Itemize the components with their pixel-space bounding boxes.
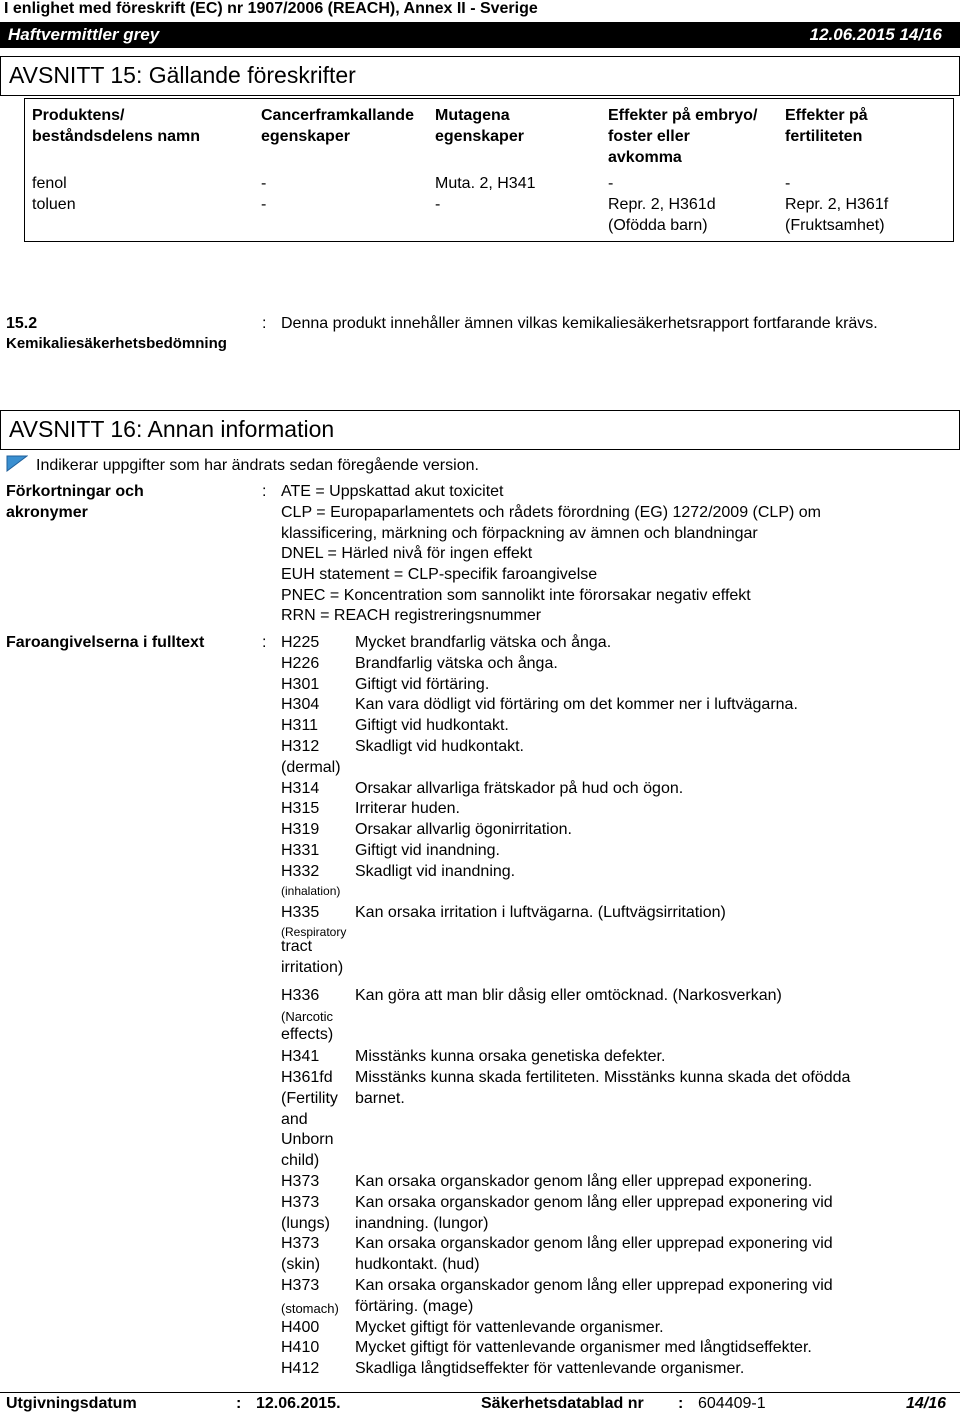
- hazard-code: H410: [281, 1339, 320, 1356]
- footer-divider: [0, 1392, 960, 1393]
- table-cell: Muta. 2, H341: [435, 175, 536, 192]
- hazard-text: Kan orsaka organskador genom lång eller upprepad exponering.: [355, 1173, 813, 1190]
- table-header-mutagenic: Mutagena egenskaper: [435, 107, 524, 145]
- colon: :: [678, 1395, 684, 1412]
- table-cell: -: [261, 175, 267, 192]
- footer-sds-number: 604409-1: [698, 1395, 766, 1412]
- regulation-table: [24, 98, 954, 242]
- hazard-text: Giftigt vid hudkontakt.: [355, 717, 509, 734]
- hazard-text: Skadligt vid inandning.: [355, 863, 516, 880]
- hazard-code: H304: [281, 696, 320, 713]
- hazard-text: Irriterar huden.: [355, 800, 460, 817]
- abbrev-line: EUH statement = CLP-specifik faroangivelse: [281, 566, 598, 583]
- abbrev-line: DNEL = Härled nivå för ingen effekt: [281, 545, 533, 562]
- table-cell: toluen: [32, 196, 76, 213]
- abbrev-line: RRN = REACH registreringsnummer: [281, 607, 542, 624]
- hazard-code: H315: [281, 800, 320, 817]
- table-cell: Repr. 2, H361d (Ofödda barn): [608, 196, 716, 234]
- hazard-text: Skadliga långtidseffekter för vattenlevande organismer.: [355, 1360, 745, 1377]
- hazard-text: Mycket brandfarlig vätska och ånga.: [355, 634, 612, 651]
- table-cell: -: [435, 196, 441, 213]
- hazard-code: H314: [281, 780, 320, 797]
- regulation-title: I enlighet med föreskrift (EC) nr 1907/2006 (REACH), Annex II - Sverige: [4, 0, 538, 17]
- colon: :: [262, 483, 267, 500]
- abbrev-line: PNEC = Koncentration som sannolikt inte förorsakar negativ effekt: [281, 587, 751, 604]
- hazard-code: H373: [281, 1173, 320, 1190]
- hazard-qualifier: (Respiratory: [281, 925, 347, 939]
- hazard-qualifier: (lungs): [281, 1215, 330, 1232]
- hazard-code: H311: [281, 717, 319, 734]
- colon: :: [262, 315, 267, 332]
- hazard-code: H341: [281, 1048, 320, 1065]
- hazard-qualifier: (Fertility: [281, 1090, 338, 1107]
- hazard-qualifier: tract: [281, 938, 313, 955]
- hazard-text: Orsakar allvarlig ögonirritation.: [355, 821, 572, 838]
- chemical-safety-text: Denna produkt innehåller ämnen vilkas kemikaliesäkerhetsrapport fortfarande krävs.: [281, 315, 878, 332]
- hazard-text: Misstänks kunna skada fertiliteten. Misstänks kunna skada det ofödda: [355, 1069, 851, 1086]
- abbrev-line: ATE = Uppskattad akut toxicitet: [281, 483, 504, 500]
- hazard-text: Orsakar allvarliga frätskador på hud och ögon.: [355, 780, 684, 797]
- table-cell: -: [785, 175, 791, 192]
- table-cell: Repr. 2, H361f (Fruktsamhet): [785, 196, 889, 234]
- hazard-text: Kan orsaka organskador genom lång eller upprepad exponering vid: [355, 1235, 833, 1252]
- hazard-text: Giftigt vid förtäring.: [355, 676, 490, 693]
- date-page: 12.06.2015 14/16: [809, 25, 942, 44]
- hazard-qualifier: (inhalation): [281, 884, 341, 898]
- abbrev-label-line2: akronymer: [6, 504, 88, 521]
- hazard-code: H336: [281, 987, 320, 1004]
- hazard-text: hudkontakt. (hud): [355, 1256, 480, 1273]
- hazard-qualifier: (stomach): [281, 1301, 339, 1316]
- table-cell: -: [261, 196, 267, 213]
- hazard-qualifier: (Narcotic: [281, 1009, 334, 1024]
- table-cell: fenol: [32, 175, 67, 192]
- hazard-text: Mycket giftigt för vattenlevande organismer med långtidseffekter.: [355, 1339, 812, 1356]
- hazard-code: H412: [281, 1360, 320, 1377]
- hazard-code: H301: [281, 676, 320, 693]
- hazard-code: H226: [281, 655, 320, 672]
- hazard-qualifier: irritation): [281, 959, 344, 976]
- table-header-carcinogenic: Cancerframkallande egenskaper: [261, 107, 414, 145]
- hazard-code: H319: [281, 821, 320, 838]
- hazard-code: H373: [281, 1277, 320, 1294]
- hazard-text: förtäring. (mage): [355, 1298, 474, 1315]
- hazard-label: Faroangivelserna i fulltext: [6, 634, 205, 651]
- section-15-2-label: Kemikaliesäkerhetsbedömning: [6, 335, 227, 352]
- hazard-code: H332: [281, 863, 320, 880]
- hazard-text: Kan göra att man blir dåsig eller omtöcknad. (Narkosverkan): [355, 987, 782, 1004]
- hazard-code: H225: [281, 634, 320, 651]
- table-cell: -: [608, 175, 614, 192]
- hazard-code: H400: [281, 1319, 320, 1336]
- product-name: Haftvermittler grey: [8, 25, 160, 44]
- hazard-code: H335: [281, 904, 320, 921]
- hazard-qualifier: child): [281, 1152, 320, 1169]
- hazard-text: inandning. (lungor): [355, 1215, 489, 1232]
- footer-issue-label: Utgivningsdatum: [6, 1395, 137, 1412]
- footer-issue-date: 12.06.2015.: [256, 1395, 341, 1412]
- change-indicator-icon: [6, 455, 28, 472]
- hazard-code: H361fd: [281, 1069, 333, 1086]
- hazard-text: Kan orsaka irritation i luftvägarna. (Luftvägsirritation): [355, 904, 726, 921]
- table-header-name: Produktens/ beståndsdelens namn: [32, 107, 201, 145]
- product-header-bar: [0, 22, 960, 48]
- section-16-title: AVSNITT 16: Annan information: [9, 416, 335, 442]
- hazard-text: Brandfarlig vätska och ånga.: [355, 655, 558, 672]
- hazard-text: Misstänks kunna orsaka genetiska defekter.: [355, 1048, 666, 1065]
- hazard-qualifier: Unborn: [281, 1131, 334, 1148]
- section-15-2-number: 15.2: [6, 315, 38, 332]
- hazard-qualifier: effects): [281, 1026, 334, 1043]
- abbrev-label-line1: Förkortningar och: [6, 483, 144, 500]
- table-header-fertility: Effekter på fertiliteten: [785, 107, 868, 145]
- hazard-qualifier: (dermal): [281, 759, 341, 776]
- hazard-qualifier: and: [281, 1111, 308, 1128]
- hazard-qualifier: (skin): [281, 1256, 321, 1273]
- hazard-code: H373: [281, 1194, 320, 1211]
- hazard-text: Mycket giftigt för vattenlevande organismer.: [355, 1319, 664, 1336]
- hazard-code: H331: [281, 842, 320, 859]
- footer-page: 14/16: [906, 1395, 947, 1412]
- section-15-title: AVSNITT 15: Gällande föreskrifter: [9, 62, 356, 88]
- change-indicator-text: Indikerar uppgifter som har ändrats sedan föregående version.: [36, 457, 479, 474]
- footer-sds-label: Säkerhetsdatablad nr: [481, 1395, 644, 1412]
- hazard-code: H373: [281, 1235, 320, 1252]
- hazard-text: Kan vara dödligt vid förtäring om det kommer ner i luftvägarna.: [355, 696, 798, 713]
- hazard-text: Skadligt vid hudkontakt.: [355, 738, 524, 755]
- colon: :: [262, 634, 267, 651]
- hazard-text: barnet.: [355, 1090, 405, 1107]
- abbrev-line: klassificering, märkning och förpackning av ämnen och blandningar: [281, 525, 758, 542]
- hazard-code: H312: [281, 738, 320, 755]
- section-15-heading: [0, 56, 960, 96]
- colon: :: [236, 1395, 242, 1412]
- hazard-text: Kan orsaka organskador genom lång eller upprepad exponering vid: [355, 1277, 833, 1294]
- section-16-heading: [0, 410, 960, 450]
- table-header-embryo: Effekter på embryo/ foster eller avkomma: [608, 107, 758, 166]
- abbrev-line: CLP = Europaparlamentets och rådets förordning (EG) 1272/2009 (CLP) om: [281, 504, 821, 521]
- hazard-text: Giftigt vid inandning.: [355, 842, 500, 859]
- hazard-text: Kan orsaka organskador genom lång eller upprepad exponering vid: [355, 1194, 833, 1211]
